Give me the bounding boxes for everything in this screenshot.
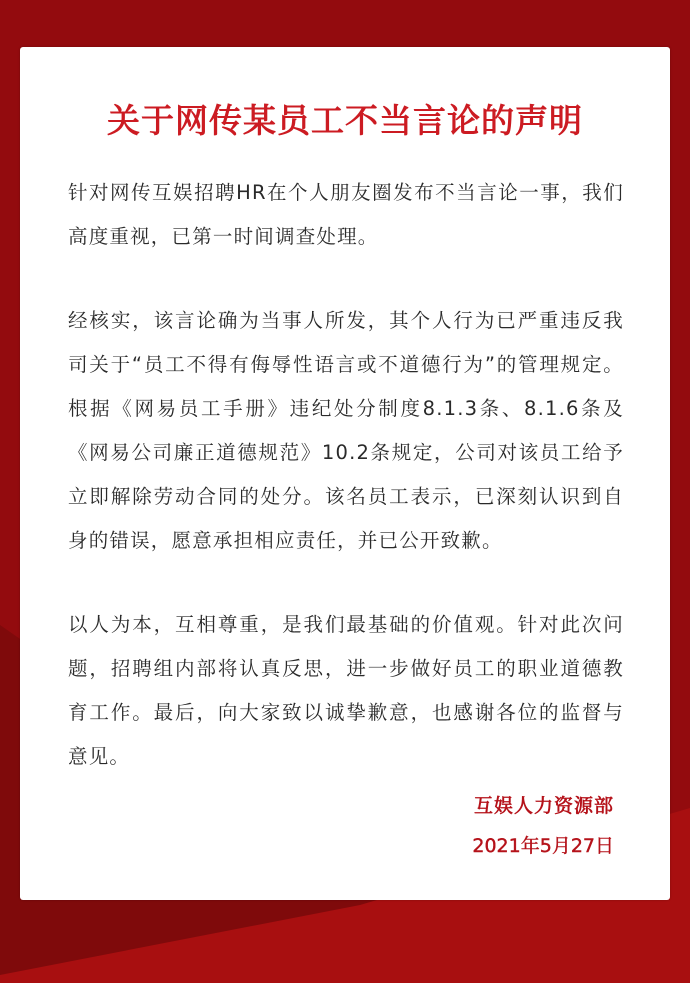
paragraph-1: 针对网传互娱招聘HR在个人朋友圈发布不当言论一事，我们高度重视，已第一时间调查处理。 [68,181,624,248]
statement-body [68,171,624,819]
signature-block [472,793,614,859]
paragraph-3: 以人为本，互相尊重，是我们最基础的价值观。针对此次问题，招聘组内部将认真反思，进一步做好员工的职业道德教育工作。最后，向大家致以诚挚歉意，也感谢各位的监督与意见。 [68,613,624,768]
statement-title: 关于网传某员工不当言论的声明 [107,101,583,140]
paragraph-2: 经核实，该言论确为当事人所发，其个人行为已严重违反我司关于“员工不得有侮辱性语言或不道德行为”的管理规定。根据《网易员工手册》违纪处分制度8.1.3条、8.1.6条及《网易公司廉正道德规范》10.2条规定，公司对该员工给予立即解除劳动合同的处分。该名员工表示，已深刻认识到自身的错误，愿意承担相应责任，并已公开致歉。 [68,309,624,552]
signature-department: 互娱人力资源部 [473,795,614,817]
signature-date: 2021年5月27日 [472,835,614,857]
statement-card [20,47,670,900]
